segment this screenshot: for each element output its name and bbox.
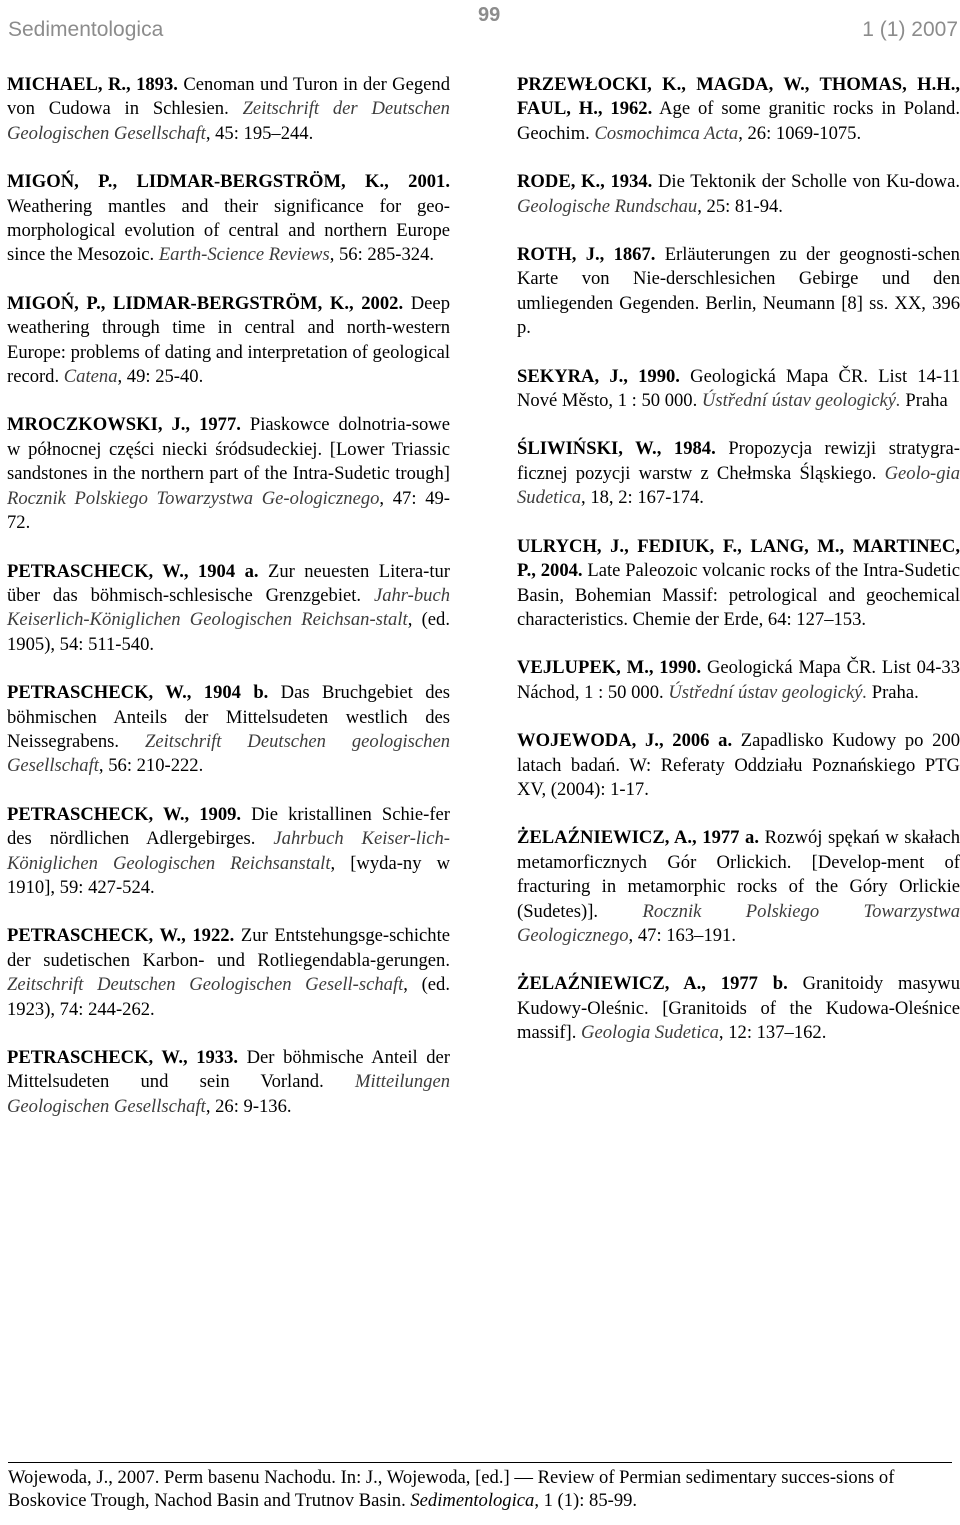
reference-details: , 18, 2: 167-174. [581,487,704,509]
left-reference-column [7,73,450,1143]
issue-number: 1 (1) 2007 [862,18,958,41]
reference-entry [7,681,450,779]
reference-source: Geologische Rundschau [517,195,698,217]
reference-source: Ústřední ústav geologický. [701,390,901,412]
reference-source: Geolo-gia Sudetica [517,462,960,509]
reference-source: Mitteilungen Geologischen Gesellschaft [7,1071,450,1117]
reference-author: MROCZKOWSKI, J., 1977. [7,414,241,436]
reference-entry [517,437,960,510]
reference-details: , (ed. 1905), 54: 511-540. [7,609,450,655]
reference-title: Weathering mantles and their significance for geo-morphological evolution of central and northern Europe since the Mesozoic. [7,195,450,266]
reference-details: , 49: 25-40. [117,366,204,388]
reference-details: , 47: 163–191. [628,924,736,946]
reference-author: RODE, K., 1934. [517,171,653,193]
reference-title: Erläuterungen zu der geognosti-schen Karte von Nie-derschlesichen Gebirge und den umliegenden Gegenden. Berlin, Neumann [8] ss. XX, 396 p. [517,244,960,339]
page-number: 99 [478,4,501,26]
reference-author: MIGOŃ, P., LIDMAR-BERGSTRÖM, K., 2001. [7,171,450,193]
footer-citation-text: Wojewoda, J., 2007. Perm basenu Nachodu. In: J., Wojewoda, [ed.] — Review of Permian sedimentary succes-sions of Boskovice Trough, Nachod Basin and Trutnov Basin. [8,1467,895,1511]
reference-title: Zur neuesten Litera-tur über das böhmisch-schlesische Grenzgebiet. [7,560,450,606]
reference-details: , 45: 195–244. [205,122,314,144]
reference-source: Cosmochimca Acta [594,122,739,144]
reference-source: Jahrbuch Keiser-lich-Königlichen Geologischen Reichsanstalt [7,828,450,874]
reference-author: MICHAEL, R., 1893. [7,74,178,95]
reference-title: Der böhmische Anteil der Mittelsudeten und sein Vorland. [7,1047,451,1093]
reference-author: PETRASCHECK, W., 1933. [7,1047,239,1068]
reference-source: Geologia Sudetica [581,1022,719,1044]
reference-details: , 47: 49-72. [7,487,450,534]
reference-details: , 12: 137–162. [718,1022,827,1044]
reference-author: SEKYRA, J., 1990. [517,365,680,387]
reference-source: Rocznik Polskiego Towarzystwa Ge-ologicznego [7,487,380,509]
reference-author: ŚLIWIŃSKI, W., 1984. [517,438,716,460]
reference-title: Zapadlisko Kudowy po 200 latach badań. W: Referaty Oddziału Poznańskiego PTG XV, (2004): 1-17. [517,730,960,800]
reference-author: VEJLUPEK, M., 1990. [517,657,702,679]
reference-entry [517,535,960,633]
reference-source: Jahr-buch Keiserlich-Königlichen Geologischen Reichsan-stalt [7,584,450,631]
reference-entry [7,292,450,390]
footer-rule [8,1462,952,1463]
reference-author: WOJEWODA, J., 2006 a. [517,730,733,752]
journal-name: Sedimentologica [8,18,164,41]
reference-author: PETRASCHECK, W., 1922. [7,925,235,947]
right-reference-column [517,73,960,1070]
reference-entry [7,1046,450,1119]
reference-entry [7,170,450,268]
reference-source: Earth-Science Reviews [158,244,330,266]
reference-entry [517,729,960,802]
reference-details: Praha. [867,681,919,703]
reference-author: PETRASCHECK, W., 1909. [7,803,242,825]
reference-details: , 56: 285-324. [329,244,435,266]
reference-title: Age of some granitic rocks in Poland. Geochim. [517,98,960,144]
reference-source: Zeitschrift Deutschen Geologischen Gesell-schaft [7,974,404,996]
reference-title: Das Bruchgebiet des böhmischen Anteils der Mittelsudeten westlich des Neissegrabens. [7,682,450,752]
reference-author: ULRYCH, J., FEDIUK, F., LANG, M., MARTINEC, P., 2004. [517,535,960,582]
reference-details: , (ed. 1923), 74: 244-262. [7,974,451,1020]
reference-details: , 56: 210-222. [98,755,204,777]
page-footer [8,1462,952,1512]
reference-title: Die Tektonik der Scholle von Ku-dowa. [652,171,960,193]
reference-title: Geologická Mapa ČR. List 14-11 Nové Město, 1 : 50 000. [517,365,960,412]
reference-entry [517,656,960,705]
reference-title: Piaskowce dolnotria-sowe w północnej części niecki śródsudeckiej. [Lower Triassic sandstones in the northern part of the Intra-Sudetic trough] [7,414,450,485]
reference-entry [7,413,450,535]
reference-entry [517,243,960,341]
reference-title: Granitoidy masywu Kudowy-Oleśnic. [Granitoids of the Kudowa-Oleśnice massif]. [517,973,960,1044]
reference-details: Praha [900,390,948,412]
reference-source: Ústřední ústav geologický. [668,681,868,703]
reference-title: Geologická Mapa ČR. List 04-33 Náchod, 1 : 50 000. [517,657,960,703]
reference-source: Zeitschrift der Deutschen Geologischen Gesellschaft [7,98,450,144]
reference-entry [7,560,450,658]
reference-entry [7,924,450,1022]
reference-entry [517,73,960,146]
reference-entry [7,73,450,146]
reference-source: Zeitschrift Deutschen geologischen Gesellschaft [7,730,450,777]
footer-citation-source: Sedimentologica [410,1490,535,1511]
reference-details: , 26: 9-136. [205,1095,292,1117]
reference-author: ROTH, J., 1867. [517,244,656,266]
reference-entry [517,826,960,948]
reference-title: Late Paleozoic volcanic rocks of the Intra-Sudetic Basin, Bohemian Massif: petrological and geochemical characteristics. Chemie der Erde, 64: 127–153. [517,560,960,630]
reference-entry [517,170,960,219]
reference-author: ŻELAŹNIEWICZ, A., 1977 b. [517,973,788,995]
reference-author: PETRASCHECK, W., 1904 a. [7,560,259,582]
reference-title: Rozwój spękań w skałach metamorficznych Gór Orlickich. [Develop-ment of fracturing in metamorphic rocks of the Góry Orlickie (Sudetes)]. [517,827,960,922]
reference-entry [7,803,450,901]
page-header [8,4,958,52]
reference-title: Propozycja rewizji stratygra-ficznej pozycji warstw z Chełmska Śląskiego. [517,438,960,484]
reference-source: Rocznik Polskiego Towarzystwa Geologicznego [517,900,960,946]
reference-entry [517,972,960,1045]
reference-source: Catena [63,366,118,388]
reference-title: Cenoman und Turon in der Gegend von Cudowa in Schlesien. [7,74,450,120]
reference-entry [517,365,960,414]
reference-author: PRZEWŁOCKI, K., MAGDA, W., THOMAS, H.H., FAUL, H., 1962. [517,74,960,120]
reference-title: Deep weathering through time in central and north-western Europe: problems of dating and interpretation of geological record. [7,292,450,388]
reference-author: PETRASCHECK, W., 1904 b. [7,682,269,704]
footer-citation-details: , 1 (1): 85-99. [534,1490,638,1511]
reference-title: Zur Entstehungsge-schichte der sudetischen Karbon- und Rotliegendabla-gerungen. [7,925,450,971]
reference-author: ŻELAŹNIEWICZ, A., 1977 a. [517,827,759,849]
reference-details: , [wyda-ny w 1910], 59: 427-524. [7,852,450,898]
reference-title: Die kristallinen Schie-fer des nördlichen Adlergebirges. [7,803,451,850]
reference-author: MIGOŃ, P., LIDMAR-BERGSTRÖM, K., 2002. [7,292,404,314]
footer-citation [8,1466,952,1512]
reference-details: , 26: 1069-1075. [738,122,862,144]
reference-details: , 25: 81-94. [697,195,783,217]
